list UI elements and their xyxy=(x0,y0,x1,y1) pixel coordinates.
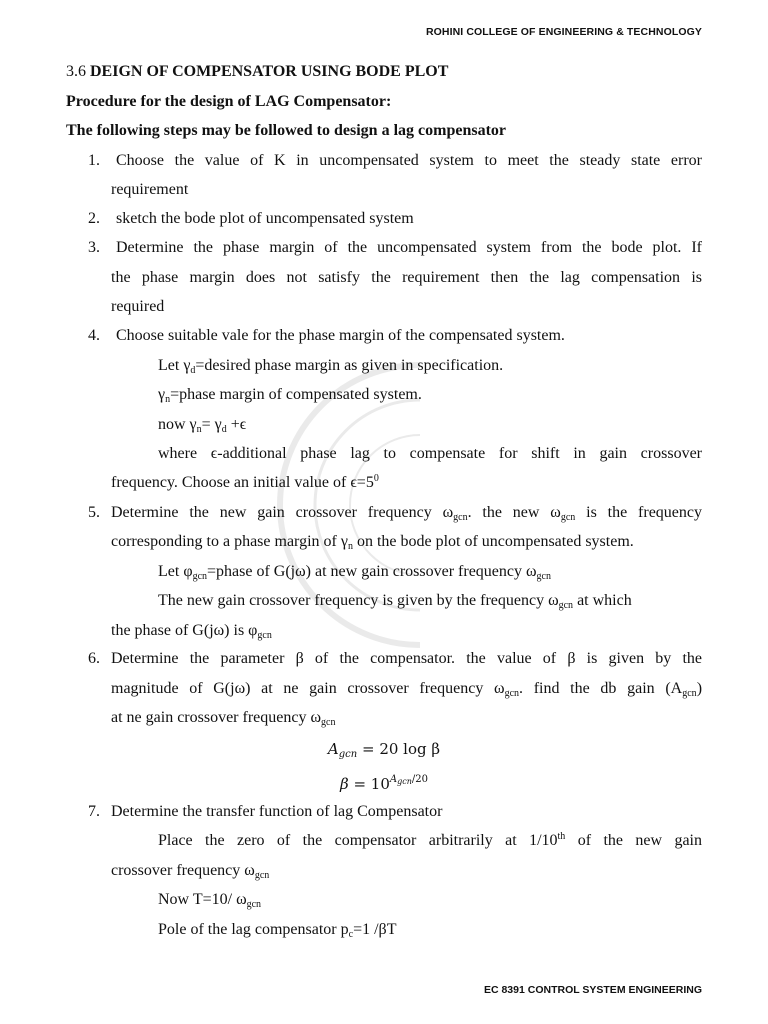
step-5-l1-a: Determine the new gain crossover frequency ω xyxy=(111,504,454,521)
subscript-gcn: gcn xyxy=(257,630,272,641)
step-4-freq-a: frequency. Choose an initial value of ϵ=5 xyxy=(111,474,374,491)
step-7-line-2 xyxy=(158,831,702,851)
eq2-exp-a: A xyxy=(389,774,398,785)
step-3-number: 3. xyxy=(88,239,100,256)
subscript-d: d xyxy=(221,424,227,435)
subscript-gcn: gcn xyxy=(504,688,520,699)
step-4-gn-b: =phase margin of compensated system. xyxy=(170,386,422,403)
step-4-where-line: where ϵ-additional phase lag to compensate for shift in gain crossover xyxy=(158,445,702,462)
step-4-frequency-line xyxy=(111,473,702,493)
step-3-line-1: Determine the phase margin of the uncompensated system from the bode plot. If xyxy=(116,239,702,256)
intro-heading: The following steps may be followed to design a lag compensator xyxy=(66,122,506,139)
step-6-l2-c: ) xyxy=(696,680,703,697)
step-4-now-line xyxy=(158,415,702,435)
subscript-n: n xyxy=(347,541,353,552)
step-4-let-b: =desired phase margin as given in specification. xyxy=(195,357,504,374)
step-4-let-a: Let γ xyxy=(158,357,191,374)
step-6-line-1: Determine the parameter β of the compensator. the value of β is given by the xyxy=(111,650,702,667)
subscript-gcn: gcn xyxy=(254,870,270,881)
step-2-line-1: sketch the bode plot of uncompensated system xyxy=(116,210,414,227)
step-4-number: 4. xyxy=(88,327,100,344)
step-7-l2-b: of the new gain xyxy=(565,832,702,849)
step-7-line-3 xyxy=(111,861,702,881)
step-5-line-2 xyxy=(111,532,702,552)
step-5-l4-b: at which xyxy=(573,592,632,609)
section-title-text: DEIGN OF COMPENSATOR USING BODE PLOT xyxy=(90,63,449,80)
step-5-l3-a: Let φ xyxy=(158,563,193,580)
step-2-number: 2. xyxy=(88,210,100,227)
eq2-exp-tail: /20 xyxy=(411,774,428,785)
section-number: 3.6 xyxy=(66,63,86,80)
subscript-d: d xyxy=(190,365,196,376)
superscript-0: 0 xyxy=(373,473,379,484)
step-1-line-2: requirement xyxy=(111,181,189,198)
step-1-number: 1. xyxy=(88,152,100,169)
step-6-l2-b: . find the db gain (A xyxy=(519,680,683,697)
equation-agcn xyxy=(0,739,768,765)
eq1-lhs-sub: gcn xyxy=(338,749,358,760)
step-7-l3-a: crossover frequency ω xyxy=(111,862,255,879)
subscript-c: c xyxy=(348,929,354,940)
step-7-l5-a: Pole of the lag compensator p xyxy=(158,921,349,938)
eq2-lhs: β xyxy=(340,775,349,793)
procedure-heading: Procedure for the design of LAG Compensator: xyxy=(66,93,392,110)
step-6-l3-a: at ne gain crossover frequency ω xyxy=(111,709,321,726)
step-5-line-3 xyxy=(158,562,702,582)
subscript-gcn: gcn xyxy=(246,899,262,910)
step-6-l2-a: magnitude of G(jω) at ne gain crossover frequency ω xyxy=(111,680,505,697)
step-5-line-1 xyxy=(111,503,702,523)
eq2-exp-sub: gcn xyxy=(397,777,412,786)
subscript-gcn: gcn xyxy=(682,688,697,699)
eq1-lhs: A xyxy=(327,740,339,758)
subscript-gcn: gcn xyxy=(560,512,576,523)
subscript-gcn: gcn xyxy=(321,717,336,728)
subscript-gcn: gcn xyxy=(192,571,208,582)
eq2-exponent xyxy=(390,774,428,785)
page-footer: EC 8391 CONTROL SYSTEM ENGINEERING xyxy=(483,984,702,996)
step-5-l2-a: corresponding to a phase margin of γ xyxy=(111,533,348,550)
subscript-gcn: gcn xyxy=(558,600,574,611)
step-3-line-3: required xyxy=(111,298,165,315)
section-title xyxy=(66,62,702,82)
step-4-now-a: now γ xyxy=(158,416,197,433)
eq1-rhs: = 20 log β xyxy=(357,740,441,758)
eq2-mid: = 10 xyxy=(348,775,390,793)
subscript-n: n xyxy=(165,394,171,405)
subscript-gcn: gcn xyxy=(453,512,468,523)
step-7-line-4 xyxy=(158,890,702,910)
step-7-l5-b: =1 /βT xyxy=(353,921,397,938)
step-5-number: 5. xyxy=(88,504,100,521)
step-5-line-5 xyxy=(111,621,702,641)
step-5-l2-b: on the bode plot of uncompensated system. xyxy=(352,533,634,550)
superscript-th: th xyxy=(557,831,566,842)
step-1-line-1: Choose the value of K in uncompensated system to meet the steady state error xyxy=(116,152,702,169)
subscript-n: n xyxy=(196,424,202,435)
step-4-gamma-n-line xyxy=(158,385,702,405)
step-5-l4-a: The new gain crossover frequency is given by the frequency ω xyxy=(158,592,559,609)
page-header: ROHINI COLLEGE OF ENGINEERING & TECHNOLOGY xyxy=(425,26,702,38)
step-7-number: 7. xyxy=(88,803,100,820)
step-4-now-c: +ϵ xyxy=(226,416,247,433)
step-7-line-5 xyxy=(158,920,702,940)
step-4-now-b: = γ xyxy=(201,416,222,433)
equation-beta xyxy=(0,770,768,794)
step-4-let-line xyxy=(158,356,702,376)
step-6-line-2 xyxy=(111,679,702,699)
step-5-l1-c: is the frequency xyxy=(575,504,703,521)
step-6-line-3 xyxy=(111,708,702,728)
step-7-l4-a: Now T=10/ ω xyxy=(158,891,247,908)
step-5-l1-b: . the new ω xyxy=(467,504,561,521)
step-7-l2-a: Place the zero of the compensator arbitrarily at 1/10 xyxy=(158,832,558,849)
step-5-l3-b: =phase of G(jω) at new gain crossover frequency ω xyxy=(207,563,537,580)
step-6-number: 6. xyxy=(88,650,100,667)
step-5-line-4 xyxy=(158,591,702,611)
step-7-line-1: Determine the transfer function of lag Compensator xyxy=(111,803,443,820)
step-4-line-1: Choose suitable vale for the phase margin of the compensated system. xyxy=(116,327,565,344)
step-4-gn-a: γ xyxy=(158,386,166,403)
subscript-gcn: gcn xyxy=(536,571,551,582)
step-3-line-2: the phase margin does not satisfy the requirement then the lag compensation is xyxy=(111,269,702,286)
step-5-l5-a: the phase of G(jω) is φ xyxy=(111,622,258,639)
